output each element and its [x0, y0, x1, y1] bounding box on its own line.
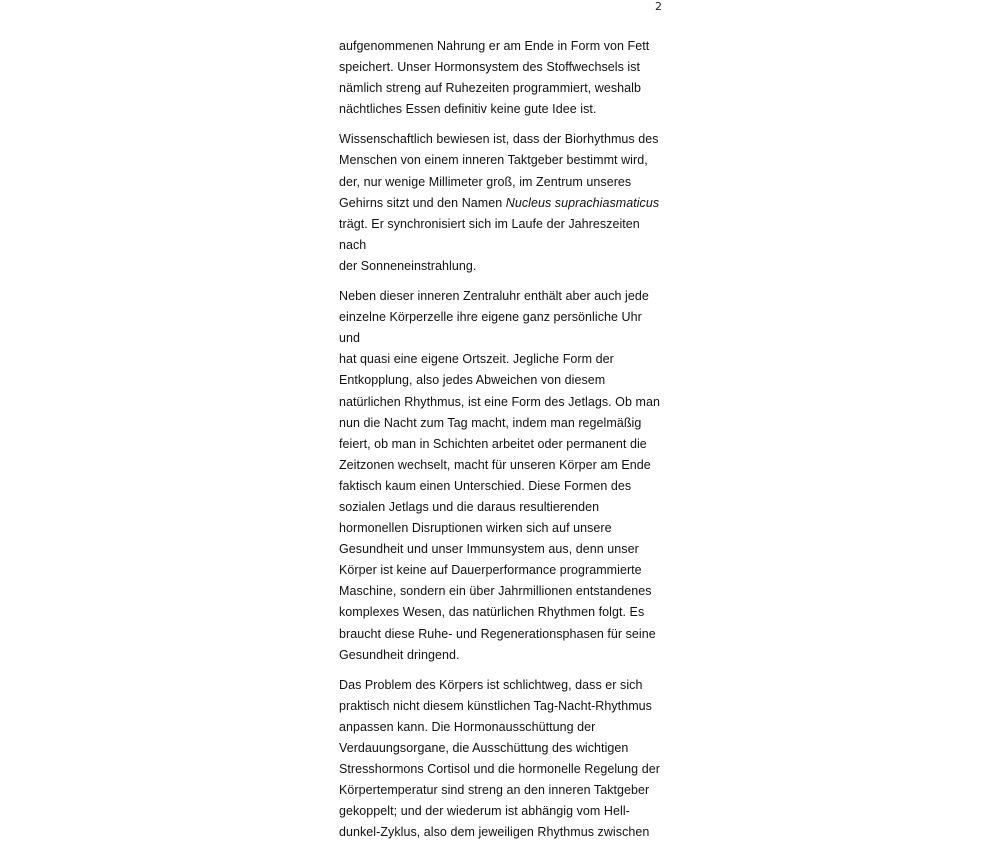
text-line: anpassen kann. Die Hormonausschüttung der — [339, 719, 596, 734]
text-line: dunkel-Zyklus, also dem jeweiligen Rhythmus zwischen — [339, 825, 650, 840]
text-line: Das Problem des Körpers ist schlichtweg, dass er sich — [339, 677, 643, 692]
text-line: Entkopplung, also jedes Abweichen von diesem — [339, 373, 606, 388]
paragraph-4 — [339, 675, 665, 844]
text-line: hormonellen Disruptionen wirken sich auf unsere — [339, 521, 612, 536]
text-line: der Sonneneinstrahlung. — [339, 258, 477, 273]
text-line: Körpertemperatur sind streng an den inneren Taktgeber — [339, 783, 650, 798]
paragraph-2 — [339, 129, 665, 277]
text-line: Gesundheit und unser Immunsystem aus, denn unser — [339, 542, 639, 557]
text-line: natürlichen Rhythmus, ist eine Form des Jetlags. Ob man — [339, 394, 660, 409]
text-line: nämlich streng auf Ruhezeiten programmiert, weshalb — [339, 81, 642, 96]
text-line: Körper ist keine auf Dauerperformance programmierte — [339, 563, 642, 578]
text-line: trägt. Er synchronisiert sich im Laufe der Jahreszeiten nach — [339, 216, 640, 252]
text-line: Zeitzonen wechselt, macht für unseren Körper am Ende — [339, 457, 651, 472]
text-line: Gesundheit dringend. — [339, 647, 460, 662]
text-line: speichert. Unser Hormonsystem des Stoffwechsels ist — [339, 60, 641, 75]
paragraph-1 — [339, 36, 665, 120]
body-text — [339, 36, 665, 852]
text-line: Wissenschaftlich bewiesen ist, dass der Biorhythmus des — [339, 132, 659, 147]
text-line: nächtliches Essen definitiv keine gute Idee ist. — [339, 102, 597, 117]
text-line: einzelne Körperzelle ihre eigene ganz persönliche Uhr und — [339, 310, 642, 346]
text-line: Gehirns sitzt und den Namen — [339, 195, 506, 210]
text-line: Menschen von einem inneren Taktgeber bestimmt wird, — [339, 153, 648, 168]
text-line: feiert, ob man in Schichten arbeitet oder permanent die — [339, 436, 647, 451]
paragraph-3 — [339, 286, 665, 666]
text-line: praktisch nicht diesem künstlichen Tag-Nacht-Rhythmus — [339, 698, 652, 713]
text-line: gekoppelt; und der wiederum ist abhängig vom Hell- — [339, 804, 630, 819]
text-line: Stresshormons Cortisol und die hormonelle Regelung der — [339, 762, 660, 777]
text-line: nun die Nacht zum Tag macht, indem man regelmäßig — [339, 415, 642, 430]
text-line: hat quasi eine eigene Ortszeit. Jegliche Form der — [339, 352, 614, 367]
text-line: der, nur wenige Millimeter groß, im Zentrum unseres — [339, 174, 632, 189]
text-line: sozialen Jetlags und die daraus resultierenden — [339, 499, 600, 514]
text-line: komplexes Wesen, das natürlichen Rhythmen folgt. Es — [339, 605, 645, 620]
page-number: 2 — [655, 0, 662, 13]
text-line: Maschine, sondern ein über Jahrmillionen entstandenes — [339, 584, 652, 599]
text-line: aufgenommenen Nahrung er am Ende in Form von Fett — [339, 39, 650, 53]
text-line: braucht diese Ruhe- und Regenerationsphasen für seine — [339, 626, 656, 641]
italic-term: Nucleus suprachiasmaticus — [505, 195, 660, 210]
text-line: Neben dieser inneren Zentraluhr enthält aber auch jede — [339, 289, 649, 304]
text-line: faktisch kaum einen Unterschied. Diese Formen des — [339, 478, 632, 493]
text-line: Verdauungsorgane, die Ausschüttung des wichtigen — [339, 741, 629, 755]
